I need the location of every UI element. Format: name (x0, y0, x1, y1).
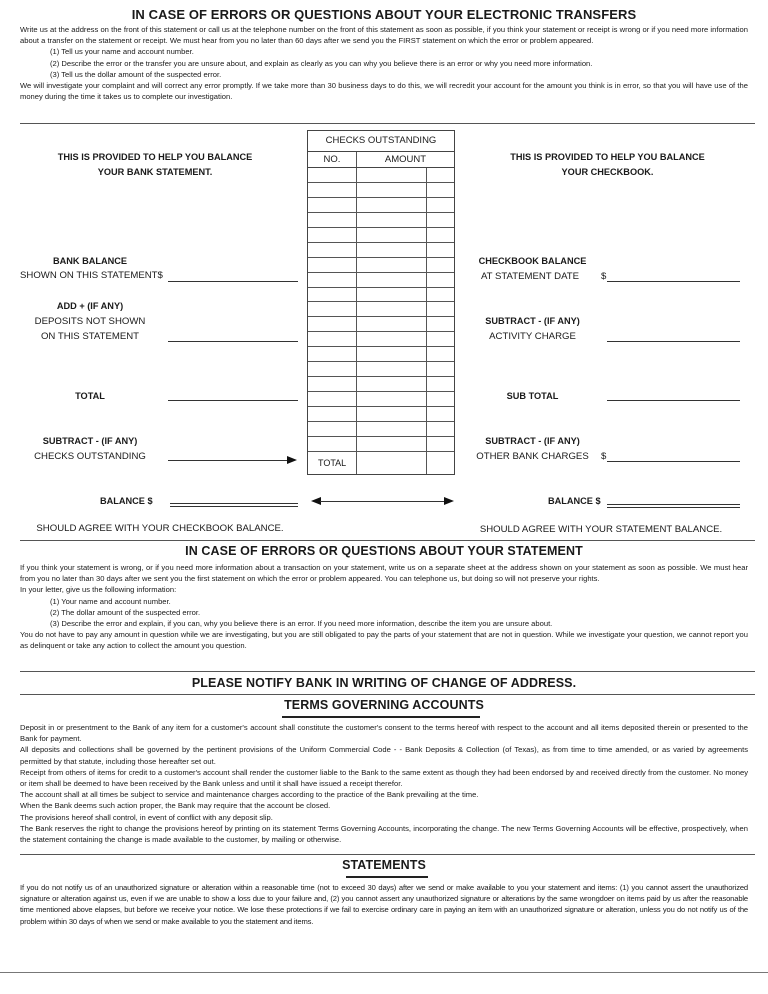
statement-errors-closing: You do not have to pay any amount in question while we are investigating, but you are still obligated to pay the parts of your statement that are not in question. While we investigate your question, we cannot report you as delinquent or take any action to collect the amount you question. (20, 630, 748, 651)
check-amount-dollars-cell[interactable] (357, 288, 427, 302)
change-of-address-title: PLEASE NOTIFY BANK IN WRITING OF CHANGE OF ADDRESS. (191, 676, 577, 690)
checks-table-total-row (308, 452, 454, 474)
checks-table-row (308, 258, 454, 273)
checkbook-helper-title (470, 150, 745, 180)
total-field[interactable] (168, 400, 298, 401)
statement-errors-title: IN CASE OF ERRORS OR QUESTIONS ABOUT YOUR STATEMENT (185, 544, 583, 558)
check-number-cell[interactable] (308, 198, 357, 212)
electronic-transfers-item-1: (1) Tell us your name and account number. (50, 47, 194, 57)
checks-table-title: CHECKS OUTSTANDING (308, 131, 454, 152)
check-amount-dollars-cell[interactable] (357, 422, 427, 436)
check-amount-dollars-cell[interactable] (357, 198, 427, 212)
checks-table-row (308, 317, 454, 332)
check-number-cell[interactable] (308, 317, 357, 331)
terms-paragraph: Receipt from others of items for credit to a customer's account shall render the customer liable to the Bank to the same extent as though they had been endorsed by and received directly from the customer. No money or item shall be deemed to have been received by the Bank unless and until it shall have issued a receipt therefor. (20, 767, 748, 789)
bank-statement-title-line1: THIS IS PROVIDED TO HELP YOU BALANCE (57, 152, 253, 162)
col-amount-header: AMOUNT (384, 154, 427, 165)
checkbook-balance-label: CHECKBOOK BALANCE (478, 256, 587, 266)
electronic-transfers-closing: We will investigate your complaint and will correct any error promptly. If we take more than 30 business days to do this, we will recredit your account for the amount you think is in error, so that you will have use of the money during the time it takes us to complete our investigation. (20, 81, 748, 102)
check-amount-cents-cell[interactable] (427, 332, 454, 346)
activity-charge-label: ACTIVITY CHARGE (489, 331, 576, 342)
arrow-right-icon (444, 497, 454, 505)
check-number-cell[interactable] (308, 332, 357, 346)
dollar-sign: $ (601, 271, 607, 282)
terms-paragraph: Deposit in or presentment to the Bank of any item for a customer's account shall constitute the customer's consent to the terms hereof with respect to the account and all items deposited therein or presented to the Bank for payment. (20, 723, 748, 744)
bank-balance-field[interactable] (168, 281, 298, 282)
terms-paragraph: The Bank reserves the right to change the provisions hereof by printing on its statement Terms Governing Accounts, incorporating the change. The new Terms Governing Accounts will be effective, prospectively, when the statement containing the change is made available to the customer, by mailing or otherwise. (20, 823, 748, 845)
check-number-cell[interactable] (308, 422, 357, 436)
check-amount-dollars-cell[interactable] (357, 362, 427, 376)
check-amount-cents-cell[interactable] (427, 317, 454, 331)
subtract-if-any-label: SUBTRACT - (IF ANY) (42, 436, 138, 446)
section-divider (20, 694, 755, 695)
electronic-transfers-title: IN CASE OF ERRORS OR QUESTIONS ABOUT YOUR ELECTRONIC TRANSFERS (131, 7, 637, 22)
check-amount-cents-cell[interactable] (427, 228, 454, 242)
check-number-cell[interactable] (308, 362, 357, 376)
bank-statement-title-line2: YOUR BANK STATEMENT. (97, 167, 213, 177)
terms-paragraph: When the Bank deems such action proper, the Bank may require that the account be closed. (20, 801, 331, 811)
check-number-cell[interactable] (308, 347, 357, 361)
add-if-any-label: ADD + (IF ANY) (56, 301, 124, 311)
checks-outstanding-table (307, 130, 455, 475)
check-amount-dollars-cell[interactable] (357, 347, 427, 361)
check-amount-dollars-cell[interactable] (357, 317, 427, 331)
check-number-cell[interactable] (308, 273, 357, 287)
arrow-shaft (320, 501, 446, 502)
statement-errors-body (20, 562, 748, 652)
check-number-cell[interactable] (308, 377, 357, 391)
section-divider (20, 854, 755, 855)
checks-table-row (308, 273, 454, 288)
deposits-not-shown-label: DEPOSITS NOT SHOWN (34, 316, 146, 327)
agree-checkbook-note: SHOULD AGREE WITH YOUR CHECKBOOK BALANCE. (36, 523, 284, 534)
check-amount-dollars-cell[interactable] (357, 437, 427, 451)
statement-errors-item-2: (2) The dollar amount of the suspected error. (50, 607, 201, 617)
statement-errors-item-1: (1) Your name and account number. (50, 596, 171, 606)
total-dollars-cell[interactable] (357, 452, 427, 474)
check-amount-cents-cell[interactable] (427, 392, 454, 406)
check-amount-cents-cell[interactable] (427, 198, 454, 212)
check-number-cell[interactable] (308, 228, 357, 242)
check-amount-dollars-cell[interactable] (357, 213, 427, 227)
deposits-field[interactable] (168, 341, 298, 342)
on-this-statement-label: ON THIS STATEMENT (40, 331, 140, 342)
checks-table-row (308, 332, 454, 347)
sub-total-label: SUB TOTAL (506, 391, 559, 401)
terms-title-underline (282, 716, 480, 718)
checks-table-row (308, 168, 454, 183)
balance-label-right: BALANCE $ (548, 496, 601, 506)
check-amount-dollars-cell[interactable] (357, 273, 427, 287)
checks-table-row (308, 347, 454, 362)
checks-table-row (308, 243, 454, 258)
checks-table-row (308, 392, 454, 407)
bottom-divider (0, 972, 768, 973)
checkbook-title-line2: YOUR CHECKBOOK. (561, 167, 654, 177)
agree-statement-note: SHOULD AGREE WITH YOUR STATEMENT BALANCE. (479, 524, 723, 535)
checks-table-row (308, 437, 454, 452)
electronic-transfers-body (20, 24, 748, 102)
check-amount-dollars-cell[interactable] (357, 407, 427, 421)
checks-table-row (308, 422, 454, 437)
arrow-right-icon (287, 456, 297, 464)
check-amount-cents-cell[interactable] (427, 407, 454, 421)
checkbook-title-line1: THIS IS PROVIDED TO HELP YOU BALANCE (510, 152, 705, 162)
check-amount-cents-cell[interactable] (427, 288, 454, 302)
check-amount-dollars-cell[interactable] (357, 243, 427, 257)
check-amount-cents-cell[interactable] (427, 258, 454, 272)
check-amount-cents-cell[interactable] (427, 243, 454, 257)
dollar-sign: $ (601, 451, 607, 462)
statements-body: If you do not notify us of an unauthorized signature or alteration within a reasonable time (not to exceed 30 days) after we send or make available to you your statement and items: (1) you cannot assert the unauthorized signature or alteration against us, even if we are unable to show a loss due to your failure and, (2) you cannot assert any unauthorized signature or alterations by the same wrongdoer on items paid by us after the reasonable time mentioned above elapses, but before we receive your notice. We lose these protections if we fail to exercise ordinary care in paying an item with an unauthorized signature or alteration, unless you do not notify us of the problem within 30 days of when we send or make available to you the statement and items. (20, 883, 748, 926)
check-amount-dollars-cell[interactable] (357, 168, 427, 182)
check-number-cell[interactable] (308, 392, 357, 406)
balance-field-left[interactable] (170, 503, 298, 507)
section-divider (20, 540, 755, 541)
check-number-cell[interactable] (308, 243, 357, 257)
check-amount-cents-cell[interactable] (427, 437, 454, 451)
check-amount-dollars-cell[interactable] (357, 392, 427, 406)
checks-table-row (308, 302, 454, 317)
other-bank-charges-label: OTHER BANK CHARGES (476, 451, 589, 462)
checks-table-row (308, 407, 454, 422)
total-label-cell: TOTAL (308, 452, 357, 474)
check-amount-cents-cell[interactable] (427, 362, 454, 376)
checks-table-header-row (308, 152, 454, 168)
sub-total-field[interactable] (607, 400, 740, 401)
check-amount-cents-cell[interactable] (427, 273, 454, 287)
check-number-cell[interactable] (308, 168, 357, 182)
check-amount-dollars-cell[interactable] (357, 377, 427, 391)
check-number-cell[interactable] (308, 183, 357, 197)
check-amount-cents-cell[interactable] (427, 347, 454, 361)
statement-errors-letter-intro: In your letter, give us the following information: (20, 585, 177, 595)
check-amount-dollars-cell[interactable] (357, 258, 427, 272)
subtract-activity-label: SUBTRACT - (IF ANY) (485, 316, 580, 326)
check-amount-dollars-cell[interactable] (357, 183, 427, 197)
checks-outstanding-field[interactable] (168, 460, 288, 461)
check-amount-cents-cell[interactable] (427, 213, 454, 227)
check-number-cell[interactable] (308, 213, 357, 227)
total-label: TOTAL (75, 391, 105, 401)
check-amount-cents-cell[interactable] (427, 183, 454, 197)
check-number-cell[interactable] (308, 437, 357, 451)
statement-date-label: AT STATEMENT DATE (480, 271, 580, 282)
statements-title-underline (346, 876, 428, 878)
check-number-cell[interactable] (308, 407, 357, 421)
check-amount-dollars-cell[interactable] (357, 332, 427, 346)
balance-label-left: BALANCE $ (100, 496, 153, 506)
activity-charge-field[interactable] (607, 341, 740, 342)
terms-paragraph: The provisions hereof shall control, in event of conflict with any deposit slip. (20, 812, 273, 822)
subtract-other-label: SUBTRACT - (IF ANY) (485, 436, 580, 446)
check-amount-dollars-cell[interactable] (357, 228, 427, 242)
checkbook-balance-field[interactable] (607, 281, 740, 282)
terms-paragraph: All deposits and collections shall be governed by the pertinent provisions of the Uniform Commercial Code - - Bank Deposits & Collection (of Texas), as from time to time amended, or as varied by agreements permitted by that statute, including those hereafter set out. (20, 745, 748, 766)
checks-table-row (308, 183, 454, 198)
terms-title: TERMS GOVERNING ACCOUNTS (284, 698, 484, 712)
checks-table-row (308, 228, 454, 243)
statement-errors-intro: If you think your statement is wrong, or if you need more information about a transaction on your statement, write us on a separate sheet at the address shown on your statement as soon as possible. We must hear from you no later than 30 days after we sent you the first statement on which the error or problem appeared. You can telephone us, but doing so will not preserve your rights. (20, 563, 748, 584)
statements-title: STATEMENTS (342, 858, 426, 872)
col-no-header: NO. (308, 152, 357, 167)
checks-table-row (308, 377, 454, 392)
check-number-cell[interactable] (308, 258, 357, 272)
statement-errors-item-3: (3) Describe the error and explain, if you can, why you believe there is an error. If you need more information, describe the item you are unsure about. (50, 619, 553, 629)
terms-paragraph: The account shall at all times be subject to service and maintenance charges according to the practice of the Bank prevailing at the time. (20, 790, 479, 800)
checks-outstanding-label: CHECKS OUTSTANDING (34, 451, 146, 462)
total-cents-cell[interactable] (427, 452, 454, 474)
other-bank-charges-field[interactable] (607, 461, 740, 462)
shown-on-statement-label: SHOWN ON THIS STATEMENT$ (20, 270, 163, 281)
checks-table-row (308, 213, 454, 228)
section-divider (20, 671, 755, 672)
check-amount-cents-cell[interactable] (427, 377, 454, 391)
check-amount-dollars-cell[interactable] (357, 302, 427, 316)
check-number-cell[interactable] (308, 302, 357, 316)
check-number-cell[interactable] (308, 288, 357, 302)
section-divider (20, 123, 755, 124)
check-amount-cents-cell[interactable] (427, 422, 454, 436)
balance-field-right[interactable] (607, 504, 740, 508)
electronic-transfers-item-3: (3) Tell us the dollar amount of the suspected error. (50, 69, 222, 79)
check-amount-cents-cell[interactable] (427, 302, 454, 316)
electronic-transfers-item-2: (2) Describe the error or the transfer you are unsure about, and explain as clearly as you can why you believe there is an error or why you need more information. (50, 58, 593, 68)
bank-balance-label: BANK BALANCE (52, 256, 127, 266)
checks-table-row (308, 362, 454, 377)
checks-table-row (308, 198, 454, 213)
terms-body (20, 722, 748, 845)
checks-table-body (308, 168, 454, 474)
checks-table-row (308, 288, 454, 303)
check-amount-cents-cell[interactable] (427, 168, 454, 182)
bank-statement-helper-title (20, 150, 290, 180)
electronic-transfers-intro: Write us at the address on the front of this statement or call us at the telephone number on the front of this statement as soon as possible, if you think your statement or receipt is wrong or if you need more information about a transfer on the statement or receipt. We must hear from you no later than 60 days after we send you the FIRST statement on which the error or problem appeared. (20, 25, 748, 46)
